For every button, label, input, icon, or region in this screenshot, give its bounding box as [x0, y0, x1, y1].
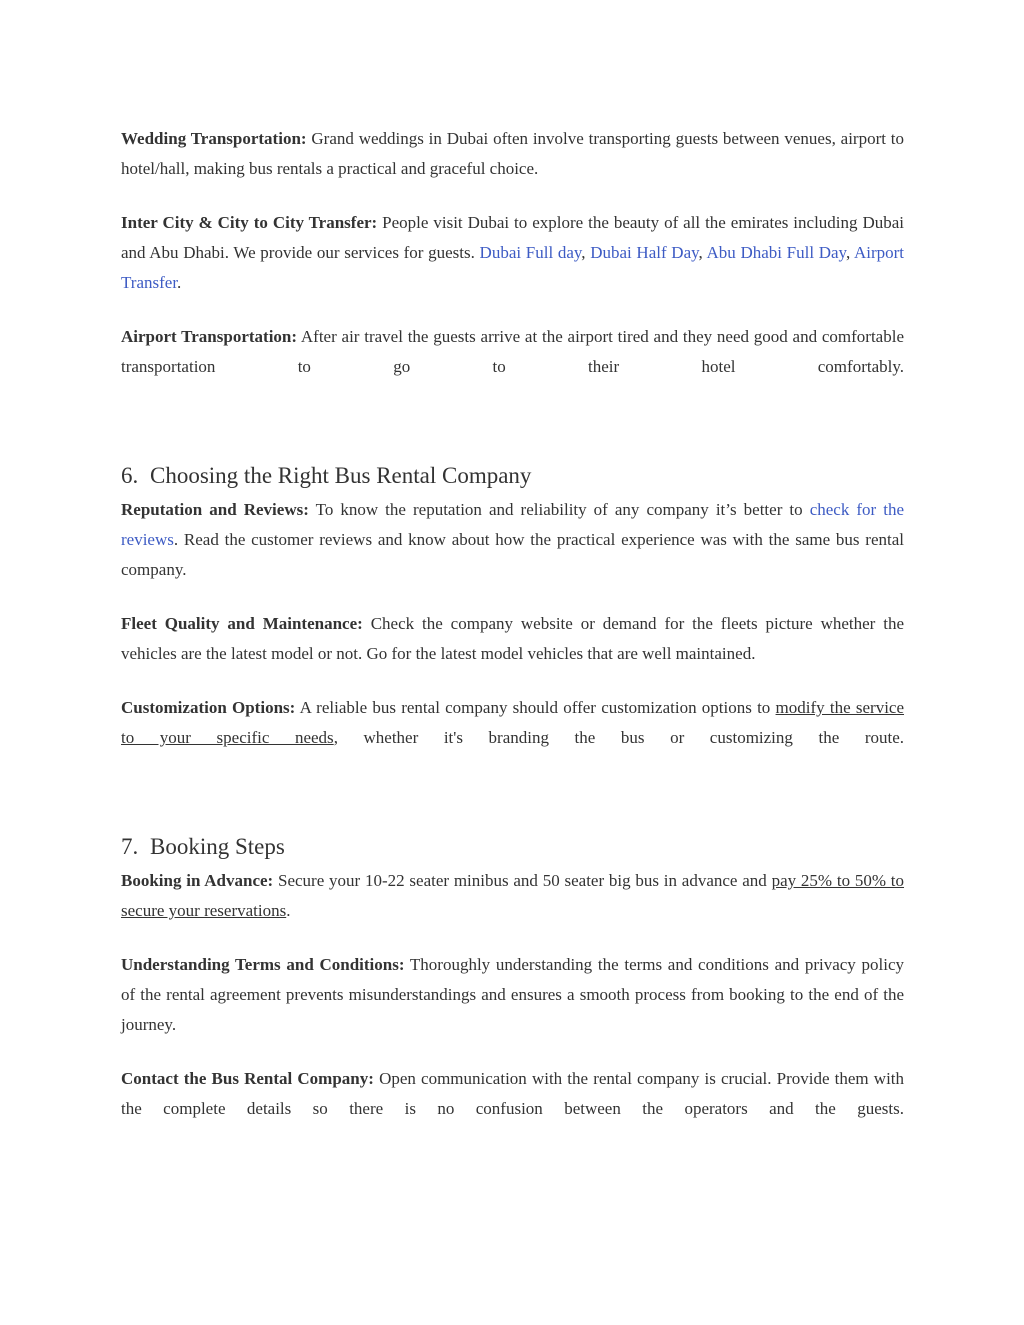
wedding-label: Wedding Transportation: — [121, 129, 307, 148]
wedding-paragraph — [121, 124, 904, 184]
intercity-label: Inter City & City to City Transfer: — [121, 213, 378, 232]
terms-text: Thoroughly understanding the terms and conditions and privacy policy of the rental agreement prevents misunderstandings and ensures a smooth process from booking to the end of the journey. — [121, 955, 904, 1034]
section-7-number: 7. — [121, 834, 139, 859]
customization-paragraph — [121, 693, 904, 753]
intercity-text: People visit Dubai to explore the beauty of all the emirates including Dubai and Abu Dhabi. We provide our services for guests. — [121, 213, 904, 262]
document-page — [121, 124, 904, 1124]
advance-text-after: . — [286, 901, 291, 920]
link-dubai-full-day[interactable]: Dubai Full day — [479, 243, 582, 262]
section-6-number: 6. — [121, 463, 139, 488]
link-check-reviews[interactable]: check for the reviews — [121, 500, 905, 549]
fleet-text: Check the company website or demand for the fleets picture whether the vehicles are the latest model or not. Go for the latest model vehicles that are well maintained. — [121, 614, 904, 663]
link-pay-deposit[interactable]: pay 25% to 50% to secure your reservations — [121, 871, 905, 920]
fleet-label: Fleet Quality and Maintenance: — [121, 614, 363, 633]
link-abu-dhabi-full-day[interactable]: Abu Dhabi Full Day — [706, 243, 846, 262]
customization-text-before: A reliable bus rental company should offer customization options to — [299, 698, 771, 717]
advance-paragraph — [121, 866, 904, 926]
section-6-title: Choosing the Right Bus Rental Company — [150, 463, 532, 488]
advance-label: Booking in Advance: — [121, 871, 274, 890]
contact-label: Contact the Bus Rental Company: — [121, 1069, 374, 1088]
link-modify-service[interactable]: modify the service to your specific needs — [121, 698, 905, 747]
terms-label: Understanding Terms and Conditions: — [121, 955, 405, 974]
contact-paragraph — [121, 1064, 904, 1124]
reputation-label: Reputation and Reviews: — [121, 500, 309, 519]
advance-text-before: Secure your 10-22 seater minibus and 50 seater big bus in advance and — [278, 871, 767, 890]
link-dubai-half-day[interactable]: Dubai Half Day — [590, 243, 699, 262]
terms-paragraph — [121, 950, 904, 1040]
airport-paragraph — [121, 322, 904, 382]
reputation-paragraph — [121, 495, 904, 585]
fleet-paragraph — [121, 609, 904, 669]
contact-text: Open communication with the rental company is crucial. Provide them with the complete details so there is no confusion between the operators and the guests. — [121, 1069, 905, 1118]
airport-text: After air travel the guests arrive at the airport tired and they need good and comfortable transportation to go to their hotel comfortably. — [121, 327, 904, 376]
section-6-heading — [121, 461, 904, 491]
section-7-heading — [121, 832, 904, 862]
intercity-paragraph: Inter City & City to City Transfer: People visit Dubai to explore the beauty of all the emirates including Dubai and Abu Dhabi. We provide our services for guests. Dubai Full day, Dubai Half Day, Abu Dhabi Full Day, Airport Transfer. — [121, 213, 904, 292]
wedding-text: Grand weddings in Dubai often involve transporting guests between venues, airport to hotel/hall, making bus rentals a practical and graceful choice. — [121, 129, 904, 178]
airport-label: Airport Transportation: — [121, 327, 298, 346]
reputation-text-after: . Read the customer reviews and know about how the practical experience was with the same bus rental company. — [121, 530, 904, 579]
reputation-text-before: To know the reputation and reliability of any company it’s better to — [315, 500, 803, 519]
customization-label: Customization Options: — [121, 698, 296, 717]
link-airport-transfer[interactable]: Airport Transfer — [121, 243, 904, 292]
section-7-title: Booking Steps — [150, 834, 285, 859]
customization-text-after: , whether it's branding the bus or customizing the route. — [333, 728, 905, 747]
